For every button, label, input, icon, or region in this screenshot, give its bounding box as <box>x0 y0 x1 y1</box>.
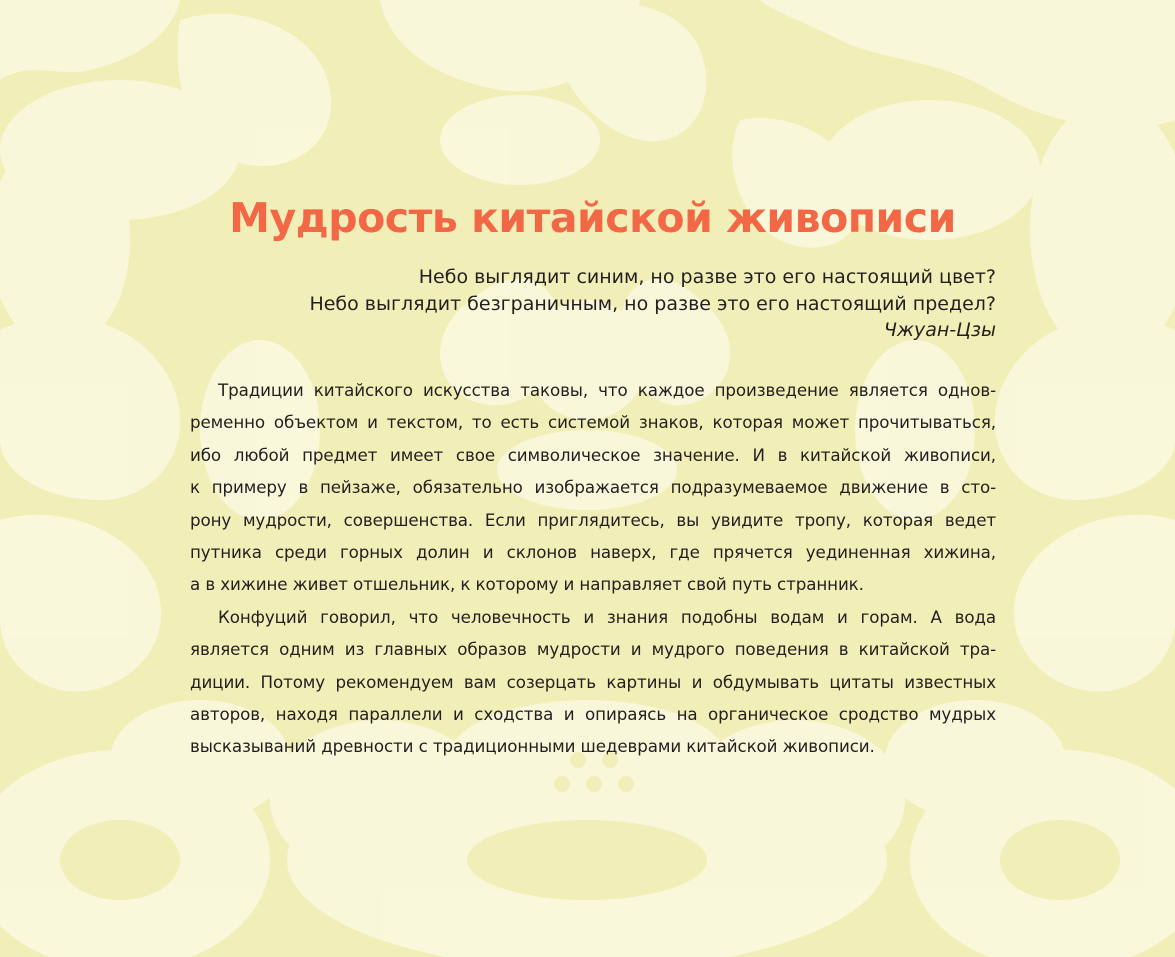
paragraph-line: Конфуций говорил, что человечность и знания подобны водам и горам. А вода <box>218 606 996 627</box>
paragraph-line: диции. Потому рекомендуем вам созерцать картины и обдумывать цитаты известных <box>190 671 996 692</box>
paragraph-line: путника среди горных долин и склонов наверх, где прячется уединенная хижина, <box>190 542 996 563</box>
paragraph-line: является одним из главных образов мудрости и мудрого поведения в китайской тра- <box>190 639 996 660</box>
paragraph-line: Традиции китайского искусства таковы, что каждое произведение является однов- <box>218 380 996 400</box>
paragraph-line: к примеру в пейзаже, обязательно изображается подразумеваемое движение в сто- <box>190 477 996 498</box>
paragraph-line: ибо любой предмет имеет свое символическое значение. И в китайской живописи, <box>190 444 996 465</box>
epigraph-line: Небо выглядит безграничным, но разве это его настоящий предел? <box>309 292 996 315</box>
body-text <box>190 374 996 763</box>
paragraph-line: авторов, находя параллели и сходства и опираясь на органическое сродство мудрых <box>190 704 996 725</box>
epigraph-author: Чжуан-Цзы <box>883 319 996 341</box>
paragraph-line: рону мудрости, совершенства. Если приглядитесь, вы увидите тропу, которая ведет <box>190 509 996 530</box>
paragraph-line: ременно объектом и текстом, то есть системой знаков, которая может прочитываться, <box>190 412 996 433</box>
paragraph-line: высказываний древности с традиционными шедеврами китайской живописи. <box>190 736 875 757</box>
paragraph-line: а в хижине живет отшельник, к которому и направляет свой путь странник. <box>190 574 864 595</box>
epigraph <box>190 264 996 344</box>
epigraph-line: Небо выглядит синим, но разве это его настоящий цвет? <box>418 266 996 288</box>
page-title: Мудрость китайской живописи <box>229 194 956 242</box>
